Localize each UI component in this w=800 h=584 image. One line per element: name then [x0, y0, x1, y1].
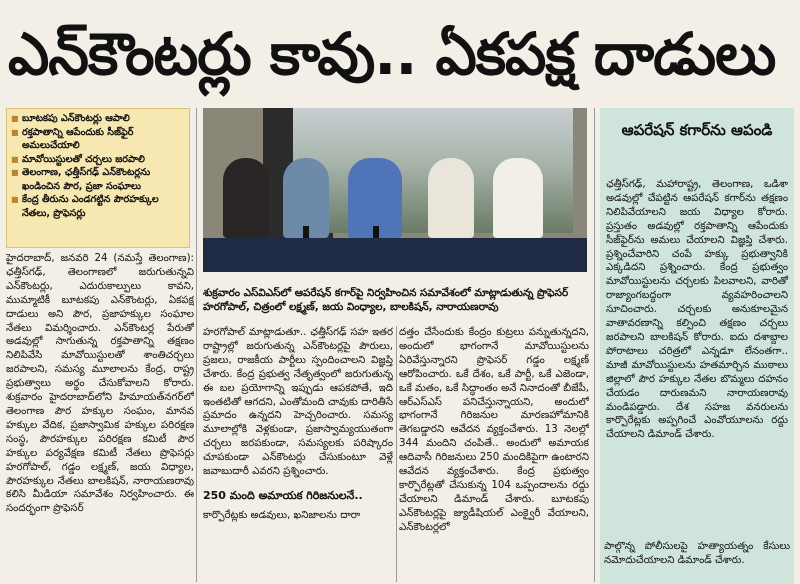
column-divider — [196, 108, 197, 582]
column-divider — [594, 108, 595, 582]
photo-caption: శుక్రవారం ఎస్‌విఎస్‌లో ఆపరేషన్ కగార్‌పై నిర్వహించిన సమావేశంలో మాట్లాడుతున్న ప్రొఫెసర్ హరగోపాల్, చిత్రంలో లక్ష్మణ్, జయ వింధ్యాల, బాలకిషన్, నారాయణరావు — [203, 287, 569, 313]
photo-person — [428, 158, 474, 238]
highlights-list — [11, 112, 185, 220]
highlight-item: ■ తెలంగాణ, ఛత్తీస్‌గఢ్ ఎన్‌కౌంటర్లను ఖండించిన పౌర, ప్రజా సంఘాలు — [11, 166, 185, 193]
sidebar-footer: పాల్గొన్న పోలీసులపై హత్యాయత్నం కేసులు నమోదుచేయాలని డిమాండ్ చేశారు. — [604, 541, 790, 566]
highlight-item: ■ రక్తపాతాన్ని ఆపేందుకు సీజ్‌ఫైర్ అమలుచేయాలి — [11, 126, 185, 153]
press-meet-photo — [203, 108, 587, 272]
column-divider — [396, 326, 397, 582]
highlights-box — [6, 108, 190, 248]
article-paragraph: హరగోపాల్ మాట్లాడుతూ.. ఛత్తీస్‌గఢ్ సహ ఇతర రాష్ట్రాల్లో జరుగుతున్న ఎన్‌కౌంటర్లపై పౌరులు, ప్రజలు, రాజకీయ పార్టీలు స్పందించాలని విజ్ఞప్తి చేశారు. కేంద్ర ప్రభుత్వ నేతృత్వంలో జరుగుతున్న ఈ బల ప్రయోగాన్ని ఇప్పుడు ఆపకపోతే, ఇది ఇంతటితో ఆగదని, ఎంతోమంది చావుకు దారితీసే ప్రమాదం ఉన్నదని హెచ్చరించారు. సమస్య మూలాల్లోకి వెళ్లకుండా, ప్రజాస్వామ్యయుతంగా చర్చలు జరపకుండా, సమస్యలకు పరిష్కారం చూపకుండా ఎన్‌కౌంటర్లు చేసుకుంటూ వెళ్లే జవాబుదారీ ఎవరని ప్రశ్నించారు. — [203, 327, 393, 478]
sidebar-title: ఆపరేషన్ కగార్‌ను ఆపండి — [621, 121, 773, 139]
highlight-item: ■ బూటకపు ఎన్‌కౌంటర్లు ఆపాలి — [11, 112, 185, 126]
article-column-1: హైదరాబాద్, జనవరి 24 (నమస్తే తెలంగాణ): ఛత్తీస్‌గఢ్, తెలంగాణలో జరుగుతున్నవి ఎన్‌కౌంటర్లు, ఎదురుకాల్పులు కావని, ముమ్మాటికీ బూటకపు ఎన్‌కౌంటర్లు, ఏకపక్ష దాడులు అని పౌర, ప్రజాహక్కుల సంఘాల నేతలు విమర్శించారు. ఎన్‌కౌంటర్ల పేరుతో అడవుల్లో సాగుతున్న రక్తపాతాన్ని తక్షణం నిలిపివేసి మావోయిస్టులతో శాంతిచర్చలు జరపాలని, సమస్య మూలాలను కేంద్ర, రాష్ట్ర ప్రభుత్వాలు అర్థం చేసుకోవాలని కోరారు. శుక్రవారం హైదరాబాద్‌లోని హిమాయత్‌నగర్‌లో తెలంగాణ పౌర హక్కుల సంఘం, మానవ హక్కుల వేదిక, ప్రజాస్వామిక హక్కుల పరిరక్షణ సంస్థ, పౌరహక్కుల పరిరక్షణ కమిటీ పౌర హక్కుల పర్యవేక్షణ కమిటీ నేతలు ప్రొఫెసర్లు హరగోపాల్, గడ్డం లక్ష్మణ్, జయ విధ్యాల, పౌరహక్కుల నేతలు బాలకిషన్, నారాయణరావు కలిసి మీడియా సమావేశం నిర్వహించారు. ఈ సందర్భంగా ప్రొఫెసర్ — [6, 253, 194, 515]
photo-person — [223, 158, 269, 238]
photo-person — [493, 158, 543, 238]
highlight-item: ■ మావోయిస్టులతో చర్చలు జరపాలి — [11, 153, 185, 167]
article-column-3: దత్తం చేసేందుకు కేంద్రం కుట్రలు పన్నుతున్నదని, అందులో భాగంగానే మావోయిస్టులను ఏరివేస్తున్నారని ప్రొఫెసర్ గడ్డం లక్ష్మణ్ ఆరోపించారు. ఒకే దేశం, ఒకే పార్టీ, ఒకే ఎజెండా, ఒకే మతం, ఒకే సిద్ధాంతం అనే నినాదంతో బీజేపీ, ఆర్‌ఎస్‌ఎస్ పనిచేస్తున్నాయని, అందులో భాగంగానే గిరిజనుల మారణహోమానికి తెగబడ్డారని ఆవేదన వ్యక్తంచేశారు. 13 నెలల్లో 344 మందిని చంపితే.. అందులో అమాయక ఆదివాసీ గిరిజనులు 250 మందికిపైగా ఉంటారని ఆవేదన వ్యక్తంచేశారు. కేంద్ర ప్రభుత్వం కార్పొరేట్లతో చేసుకున్న 104 ఒప్పందాలను రద్దు చేయాలని డిమాండ్ చేశారు. బూటకపు ఎన్‌కౌంటర్లపై జ్యుడీషియల్ ఎంక్వైరీ వేయాలని, ఎన్‌కౌంటర్లలో — [399, 327, 589, 533]
headline: ఎన్‌కౌంటర్లు కావు.. ఏకపక్ష దాడులు — [8, 20, 776, 88]
article-subheading: 250 మంది అమాయక గిరిజనులనే.. — [203, 488, 363, 502]
article-paragraph: కార్పొరేట్లకు అడవులు, ఖనిజాలను దారా — [203, 509, 361, 521]
photo-table — [203, 238, 587, 272]
highlight-item: ■ కేంద్ర తీరును ఎండగట్టిన పౌరహక్కుల నేతలు, ప్రొఫెసర్లు — [11, 193, 185, 220]
sidebar-body: ఛత్తీస్‌గఢ్, మహారాష్ట్ర, తెలంగాణ, ఒడిశా అడవుల్లో చేపట్టిన ఆపరేషన్ కగార్‌ను తక్షణం నిలిపివేయాలని జయ విధ్యాల కోరారు. ప్రస్తుతం అడవుల్లో రక్తపాతాన్ని ఆపేందుకు సీజ్‌ఫైర్‌ను అమలు చేయాలని విజ్ఞప్తి చేశారు. ప్రశ్నించేవారిని చంపే హక్కు ప్రభుత్వానికి ఎక్కడిదని ప్రశ్నించారు. కేంద్ర ప్రభుత్వం మావోయిస్టులను చర్చలకు పిలవాలని, వారితో రాజ్యాంగబద్ధంగా వ్యవహరించాలని సూచించారు. చర్చలకు అనుకూలమైన వాతావరణాన్ని కల్పించి తక్షణం చర్చలు జరపాలని బాలకిషన్ కోరారు. ఐదు దశాబ్దాల పోరాటాలు చరిత్రలో ఎన్నడూ లేనంతగా.. మాజీ మావోయిస్టులను హతమార్చిన ముఠాలు జిల్లాలో పౌర హక్కుల నేతల బొమ్మలు దహనం చేయడం దారుణమని నారాయణరావు మండిపడ్డారు. దేశ సహజ వనరులను కార్పొరేట్లకు అప్పగించే ఎంవోయూలను రద్దు చేయాలని డిమాండ్ చేశారు. — [606, 179, 788, 441]
article-column-2 — [203, 326, 393, 582]
sidebar-box — [600, 108, 794, 584]
